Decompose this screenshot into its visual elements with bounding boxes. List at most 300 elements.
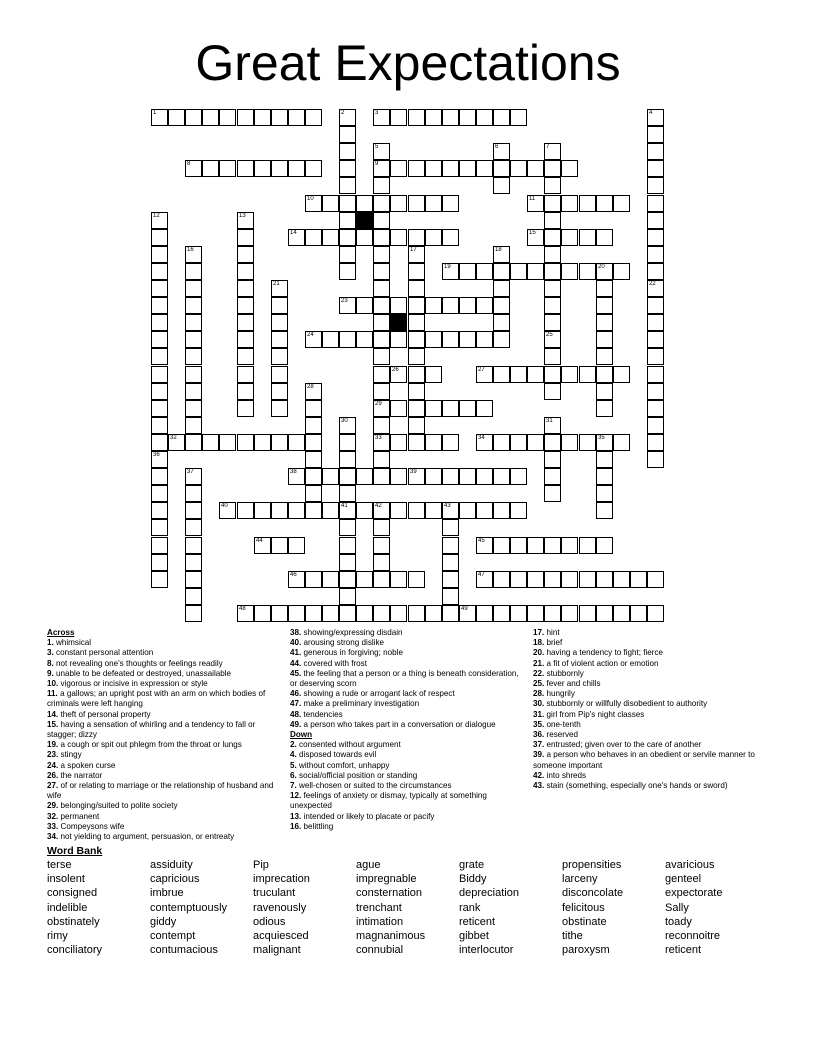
- grid-cell[interactable]: [630, 605, 647, 622]
- grid-cell[interactable]: [493, 280, 510, 297]
- grid-cell[interactable]: [339, 434, 356, 451]
- grid-cell[interactable]: [544, 246, 561, 263]
- grid-cell[interactable]: [527, 160, 544, 177]
- grid-cell[interactable]: [254, 160, 271, 177]
- grid-cell[interactable]: [544, 314, 561, 331]
- grid-cell[interactable]: [151, 571, 168, 588]
- grid-cell[interactable]: [356, 195, 373, 212]
- grid-cell[interactable]: [476, 263, 493, 280]
- grid-cell[interactable]: [271, 434, 288, 451]
- grid-cell[interactable]: [373, 229, 390, 246]
- grid-cell[interactable]: [356, 297, 373, 314]
- grid-cell[interactable]: [237, 366, 254, 383]
- grid-cell[interactable]: [476, 297, 493, 314]
- grid-cell[interactable]: [561, 605, 578, 622]
- grid-cell[interactable]: [185, 246, 202, 263]
- grid-cell[interactable]: [647, 314, 664, 331]
- grid-cell[interactable]: [185, 588, 202, 605]
- grid-cell[interactable]: [510, 160, 527, 177]
- grid-cell[interactable]: [356, 229, 373, 246]
- grid-cell[interactable]: [459, 297, 476, 314]
- grid-cell[interactable]: [596, 280, 613, 297]
- grid-cell[interactable]: [596, 605, 613, 622]
- grid-cell[interactable]: [596, 366, 613, 383]
- grid-cell[interactable]: [442, 109, 459, 126]
- grid-cell[interactable]: [647, 417, 664, 434]
- grid-cell[interactable]: [442, 434, 459, 451]
- grid-cell[interactable]: [527, 366, 544, 383]
- grid-cell[interactable]: [373, 451, 390, 468]
- grid-cell[interactable]: [476, 331, 493, 348]
- grid-cell[interactable]: [425, 109, 442, 126]
- grid-cell[interactable]: [544, 143, 561, 160]
- grid-cell[interactable]: [596, 297, 613, 314]
- grid-cell[interactable]: [151, 537, 168, 554]
- grid-cell[interactable]: [305, 468, 322, 485]
- grid-cell[interactable]: [373, 280, 390, 297]
- grid-cell[interactable]: [442, 468, 459, 485]
- grid-cell[interactable]: [425, 297, 442, 314]
- grid-cell[interactable]: [493, 109, 510, 126]
- grid-cell[interactable]: [493, 502, 510, 519]
- grid-cell[interactable]: [237, 502, 254, 519]
- grid-cell[interactable]: [544, 451, 561, 468]
- grid-cell[interactable]: [151, 417, 168, 434]
- grid-cell[interactable]: [596, 537, 613, 554]
- grid-cell[interactable]: [408, 229, 425, 246]
- grid-cell[interactable]: [647, 434, 664, 451]
- grid-cell[interactable]: [544, 571, 561, 588]
- grid-cell[interactable]: [647, 331, 664, 348]
- grid-cell[interactable]: [459, 160, 476, 177]
- grid-cell[interactable]: [373, 212, 390, 229]
- grid-cell[interactable]: [408, 331, 425, 348]
- grid-cell[interactable]: [493, 143, 510, 160]
- grid-cell[interactable]: [544, 537, 561, 554]
- grid-cell[interactable]: [544, 195, 561, 212]
- grid-cell[interactable]: [254, 109, 271, 126]
- grid-cell[interactable]: [596, 348, 613, 365]
- grid-cell[interactable]: [459, 331, 476, 348]
- grid-cell[interactable]: [373, 400, 390, 417]
- grid-cell[interactable]: [579, 605, 596, 622]
- grid-cell[interactable]: [544, 468, 561, 485]
- grid-cell[interactable]: [408, 348, 425, 365]
- grid-cell[interactable]: [322, 331, 339, 348]
- grid-cell[interactable]: [510, 537, 527, 554]
- grid-cell[interactable]: [544, 212, 561, 229]
- grid-cell[interactable]: [185, 263, 202, 280]
- grid-cell[interactable]: [425, 468, 442, 485]
- grid-cell[interactable]: [288, 605, 305, 622]
- grid-cell[interactable]: [544, 331, 561, 348]
- grid-cell[interactable]: [630, 571, 647, 588]
- grid-cell[interactable]: [237, 246, 254, 263]
- grid-cell[interactable]: [237, 212, 254, 229]
- grid-cell[interactable]: [442, 400, 459, 417]
- grid-cell[interactable]: [322, 571, 339, 588]
- grid-cell[interactable]: [237, 229, 254, 246]
- grid-cell[interactable]: [339, 126, 356, 143]
- grid-cell[interactable]: [442, 502, 459, 519]
- grid-cell[interactable]: [561, 160, 578, 177]
- grid-cell[interactable]: [408, 109, 425, 126]
- grid-cell[interactable]: [408, 195, 425, 212]
- grid-cell[interactable]: [219, 502, 236, 519]
- grid-cell[interactable]: [151, 212, 168, 229]
- grid-cell[interactable]: [185, 434, 202, 451]
- grid-cell[interactable]: [493, 468, 510, 485]
- grid-cell[interactable]: [271, 502, 288, 519]
- grid-cell[interactable]: [544, 605, 561, 622]
- grid-cell[interactable]: [442, 571, 459, 588]
- grid-cell[interactable]: [373, 263, 390, 280]
- grid-cell[interactable]: [408, 314, 425, 331]
- grid-cell[interactable]: [390, 400, 407, 417]
- grid-cell[interactable]: [476, 160, 493, 177]
- grid-cell[interactable]: [185, 314, 202, 331]
- grid-cell[interactable]: [390, 331, 407, 348]
- grid-cell[interactable]: [442, 229, 459, 246]
- grid-cell[interactable]: [596, 571, 613, 588]
- grid-cell[interactable]: [596, 451, 613, 468]
- grid-cell[interactable]: [544, 417, 561, 434]
- grid-cell[interactable]: [596, 400, 613, 417]
- grid-cell[interactable]: [408, 246, 425, 263]
- grid-cell[interactable]: [305, 400, 322, 417]
- grid-cell[interactable]: [185, 297, 202, 314]
- grid-cell[interactable]: [647, 126, 664, 143]
- grid-cell[interactable]: [425, 400, 442, 417]
- grid-cell[interactable]: [476, 366, 493, 383]
- grid-cell[interactable]: [373, 366, 390, 383]
- grid-cell[interactable]: [373, 434, 390, 451]
- grid-cell[interactable]: [579, 195, 596, 212]
- grid-cell[interactable]: [442, 297, 459, 314]
- grid-cell[interactable]: [339, 263, 356, 280]
- grid-cell[interactable]: [425, 229, 442, 246]
- grid-cell[interactable]: [151, 383, 168, 400]
- grid-cell[interactable]: [219, 434, 236, 451]
- grid-cell[interactable]: [339, 485, 356, 502]
- grid-cell[interactable]: [459, 400, 476, 417]
- grid-cell[interactable]: [339, 297, 356, 314]
- grid-cell[interactable]: [647, 571, 664, 588]
- grid-cell[interactable]: [647, 348, 664, 365]
- grid-cell[interactable]: [561, 366, 578, 383]
- grid-cell[interactable]: [271, 109, 288, 126]
- grid-cell[interactable]: [185, 554, 202, 571]
- grid-cell[interactable]: [476, 605, 493, 622]
- grid-cell[interactable]: [647, 451, 664, 468]
- grid-cell[interactable]: [168, 434, 185, 451]
- grid-cell[interactable]: [373, 502, 390, 519]
- grid-cell[interactable]: [510, 366, 527, 383]
- grid-cell[interactable]: [288, 502, 305, 519]
- grid-cell[interactable]: [305, 383, 322, 400]
- grid-cell[interactable]: [185, 348, 202, 365]
- grid-cell[interactable]: [510, 263, 527, 280]
- grid-cell[interactable]: [476, 571, 493, 588]
- grid-cell[interactable]: [185, 468, 202, 485]
- grid-cell[interactable]: [390, 297, 407, 314]
- grid-cell[interactable]: [254, 537, 271, 554]
- grid-cell[interactable]: [408, 605, 425, 622]
- grid-cell[interactable]: [561, 571, 578, 588]
- grid-cell[interactable]: [390, 195, 407, 212]
- grid-cell[interactable]: [288, 468, 305, 485]
- grid-cell[interactable]: [493, 246, 510, 263]
- grid-cell[interactable]: [442, 519, 459, 536]
- grid-cell[interactable]: [373, 519, 390, 536]
- grid-cell[interactable]: [476, 400, 493, 417]
- grid-cell[interactable]: [510, 109, 527, 126]
- grid-cell[interactable]: [271, 297, 288, 314]
- grid-cell[interactable]: [151, 297, 168, 314]
- grid-cell[interactable]: [596, 331, 613, 348]
- grid-cell[interactable]: [647, 177, 664, 194]
- grid-cell[interactable]: [237, 605, 254, 622]
- grid-cell[interactable]: [202, 434, 219, 451]
- grid-cell[interactable]: [237, 348, 254, 365]
- grid-cell[interactable]: [544, 229, 561, 246]
- grid-cell[interactable]: [237, 160, 254, 177]
- grid-cell[interactable]: [373, 160, 390, 177]
- grid-cell[interactable]: [408, 502, 425, 519]
- grid-cell[interactable]: [647, 160, 664, 177]
- grid-cell[interactable]: [305, 434, 322, 451]
- grid-cell[interactable]: [185, 417, 202, 434]
- grid-cell[interactable]: [339, 451, 356, 468]
- grid-cell[interactable]: [356, 502, 373, 519]
- grid-cell[interactable]: [219, 109, 236, 126]
- grid-cell[interactable]: [237, 331, 254, 348]
- grid-cell[interactable]: [459, 109, 476, 126]
- grid-cell[interactable]: [613, 434, 630, 451]
- grid-cell[interactable]: [596, 314, 613, 331]
- grid-cell[interactable]: [373, 605, 390, 622]
- grid-cell[interactable]: [151, 502, 168, 519]
- grid-cell[interactable]: [373, 348, 390, 365]
- grid-cell[interactable]: [647, 297, 664, 314]
- grid-cell[interactable]: [425, 331, 442, 348]
- grid-cell[interactable]: [425, 434, 442, 451]
- grid-cell[interactable]: [339, 246, 356, 263]
- grid-cell[interactable]: [408, 383, 425, 400]
- grid-cell[interactable]: [322, 468, 339, 485]
- grid-cell[interactable]: [339, 468, 356, 485]
- grid-cell[interactable]: [510, 468, 527, 485]
- grid-cell[interactable]: [647, 383, 664, 400]
- grid-cell[interactable]: [373, 195, 390, 212]
- grid-cell[interactable]: [339, 109, 356, 126]
- grid-cell[interactable]: [493, 571, 510, 588]
- grid-cell[interactable]: [185, 160, 202, 177]
- grid-cell[interactable]: [493, 160, 510, 177]
- grid-cell[interactable]: [202, 109, 219, 126]
- grid-cell[interactable]: [356, 468, 373, 485]
- grid-cell[interactable]: [647, 109, 664, 126]
- grid-cell[interactable]: [390, 468, 407, 485]
- grid-cell[interactable]: [442, 160, 459, 177]
- grid-cell[interactable]: [151, 229, 168, 246]
- grid-cell[interactable]: [579, 366, 596, 383]
- grid-cell[interactable]: [476, 468, 493, 485]
- grid-cell[interactable]: [596, 383, 613, 400]
- grid-cell[interactable]: [373, 537, 390, 554]
- grid-cell[interactable]: [613, 263, 630, 280]
- grid-cell[interactable]: [579, 537, 596, 554]
- grid-cell[interactable]: [561, 195, 578, 212]
- grid-cell[interactable]: [476, 109, 493, 126]
- grid-cell[interactable]: [476, 502, 493, 519]
- grid-cell[interactable]: [510, 605, 527, 622]
- grid-cell[interactable]: [185, 383, 202, 400]
- grid-cell[interactable]: [305, 195, 322, 212]
- grid-cell[interactable]: [322, 502, 339, 519]
- grid-cell[interactable]: [613, 571, 630, 588]
- grid-cell[interactable]: [561, 263, 578, 280]
- grid-cell[interactable]: [442, 331, 459, 348]
- grid-cell[interactable]: [647, 195, 664, 212]
- grid-cell[interactable]: [185, 109, 202, 126]
- grid-cell[interactable]: [305, 502, 322, 519]
- grid-cell[interactable]: [185, 485, 202, 502]
- grid-cell[interactable]: [185, 366, 202, 383]
- grid-cell[interactable]: [579, 229, 596, 246]
- grid-cell[interactable]: [561, 537, 578, 554]
- grid-cell[interactable]: [373, 331, 390, 348]
- grid-cell[interactable]: [339, 143, 356, 160]
- grid-cell[interactable]: [271, 383, 288, 400]
- grid-cell[interactable]: [305, 605, 322, 622]
- grid-cell[interactable]: [425, 366, 442, 383]
- grid-cell[interactable]: [510, 502, 527, 519]
- grid-cell[interactable]: [408, 468, 425, 485]
- grid-cell[interactable]: [339, 212, 356, 229]
- grid-cell[interactable]: [544, 485, 561, 502]
- grid-cell[interactable]: [544, 297, 561, 314]
- grid-cell[interactable]: [596, 485, 613, 502]
- grid-cell[interactable]: [442, 263, 459, 280]
- grid-cell[interactable]: [544, 434, 561, 451]
- grid-cell[interactable]: [425, 502, 442, 519]
- grid-cell[interactable]: [185, 502, 202, 519]
- grid-cell[interactable]: [493, 605, 510, 622]
- grid-cell[interactable]: [339, 229, 356, 246]
- grid-cell[interactable]: [459, 263, 476, 280]
- grid-cell[interactable]: [237, 297, 254, 314]
- grid-cell[interactable]: [527, 229, 544, 246]
- grid-cell[interactable]: [151, 468, 168, 485]
- grid-cell[interactable]: [647, 212, 664, 229]
- grid-cell[interactable]: [271, 314, 288, 331]
- grid-cell[interactable]: [408, 571, 425, 588]
- grid-cell[interactable]: [322, 605, 339, 622]
- grid-cell[interactable]: [373, 177, 390, 194]
- grid-cell[interactable]: [425, 160, 442, 177]
- grid-cell[interactable]: [390, 366, 407, 383]
- grid-cell[interactable]: [613, 195, 630, 212]
- grid-cell[interactable]: [459, 502, 476, 519]
- grid-cell[interactable]: [527, 263, 544, 280]
- grid-cell[interactable]: [408, 297, 425, 314]
- grid-cell[interactable]: [510, 571, 527, 588]
- grid-cell[interactable]: [271, 348, 288, 365]
- grid-cell[interactable]: [613, 366, 630, 383]
- grid-cell[interactable]: [254, 605, 271, 622]
- grid-cell[interactable]: [151, 366, 168, 383]
- grid-cell[interactable]: [613, 605, 630, 622]
- grid-cell[interactable]: [305, 229, 322, 246]
- grid-cell[interactable]: [237, 109, 254, 126]
- grid-cell[interactable]: [339, 588, 356, 605]
- grid-cell[interactable]: [373, 109, 390, 126]
- grid-cell[interactable]: [476, 434, 493, 451]
- grid-cell[interactable]: [185, 280, 202, 297]
- grid-cell[interactable]: [390, 434, 407, 451]
- grid-cell[interactable]: [305, 485, 322, 502]
- grid-cell[interactable]: [561, 434, 578, 451]
- grid-cell[interactable]: [408, 160, 425, 177]
- grid-cell[interactable]: [390, 109, 407, 126]
- grid-cell[interactable]: [237, 280, 254, 297]
- grid-cell[interactable]: [237, 263, 254, 280]
- grid-cell[interactable]: [305, 417, 322, 434]
- grid-cell[interactable]: [151, 314, 168, 331]
- grid-cell[interactable]: [339, 177, 356, 194]
- grid-cell[interactable]: [647, 263, 664, 280]
- grid-cell[interactable]: [168, 109, 185, 126]
- grid-cell[interactable]: [596, 502, 613, 519]
- grid-cell[interactable]: [390, 229, 407, 246]
- grid-cell[interactable]: [202, 160, 219, 177]
- grid-cell[interactable]: [579, 434, 596, 451]
- grid-cell[interactable]: [271, 280, 288, 297]
- grid-cell[interactable]: [408, 263, 425, 280]
- grid-cell[interactable]: [271, 366, 288, 383]
- grid-cell[interactable]: [219, 160, 236, 177]
- grid-cell[interactable]: [305, 451, 322, 468]
- grid-cell[interactable]: [271, 331, 288, 348]
- grid-cell[interactable]: [356, 605, 373, 622]
- grid-cell[interactable]: [459, 605, 476, 622]
- grid-cell[interactable]: [408, 417, 425, 434]
- grid-cell[interactable]: [527, 571, 544, 588]
- grid-cell[interactable]: [647, 366, 664, 383]
- grid-cell[interactable]: [493, 434, 510, 451]
- grid-cell[interactable]: [442, 554, 459, 571]
- grid-cell[interactable]: [151, 331, 168, 348]
- grid-cell[interactable]: [544, 177, 561, 194]
- grid-cell[interactable]: [527, 605, 544, 622]
- grid-cell[interactable]: [237, 383, 254, 400]
- grid-cell[interactable]: [237, 400, 254, 417]
- grid-cell[interactable]: [151, 246, 168, 263]
- grid-cell[interactable]: [579, 571, 596, 588]
- grid-cell[interactable]: [151, 109, 168, 126]
- grid-cell[interactable]: [254, 434, 271, 451]
- grid-cell[interactable]: [544, 348, 561, 365]
- grid-cell[interactable]: [151, 263, 168, 280]
- grid-cell[interactable]: [151, 434, 168, 451]
- grid-cell[interactable]: [305, 571, 322, 588]
- grid-cell[interactable]: [151, 485, 168, 502]
- grid-cell[interactable]: [493, 297, 510, 314]
- grid-cell[interactable]: [288, 229, 305, 246]
- grid-cell[interactable]: [544, 366, 561, 383]
- grid-cell[interactable]: [151, 348, 168, 365]
